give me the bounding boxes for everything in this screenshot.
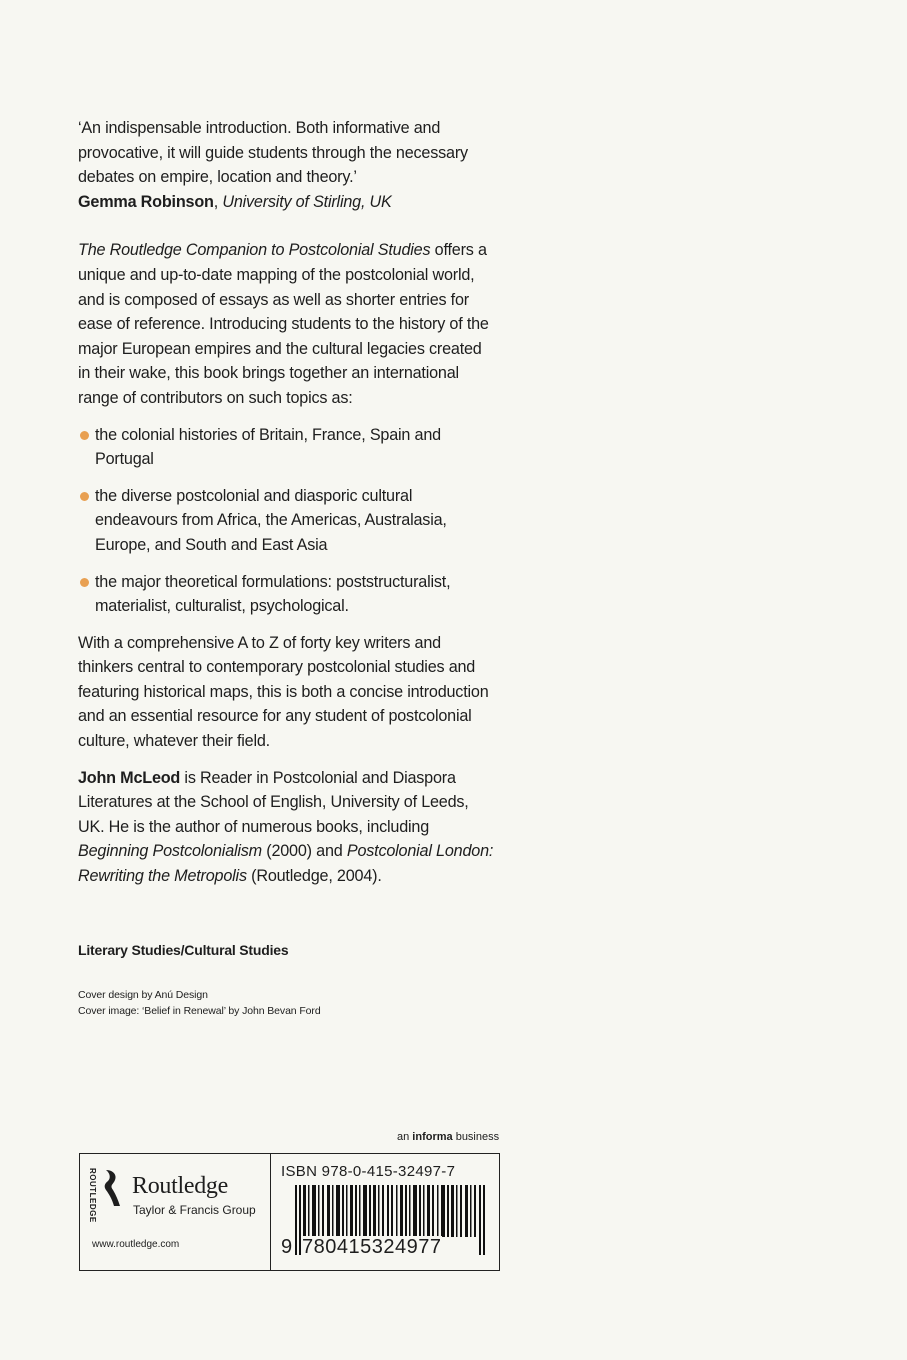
publisher-vertical-label: ROUTLEDGE (88, 1168, 97, 1223)
quote-affiliation: University of Stirling, UK (222, 192, 392, 211)
list-item: the major theoretical formulations: poststructuralist, materialist, culturalist, psychological. (78, 570, 498, 619)
publisher-barcode-box (79, 1153, 500, 1271)
bullet-dot-icon (80, 492, 89, 501)
informa-tagline: an informa business (397, 1131, 500, 1143)
review-quote: ‘An indispensable introduction. Both informative and provocative, it will guide students through the necessary debates on empire, location and theory.’ Gemma Robinson, University of Stirling, UK (78, 119, 468, 211)
routledge-logo-icon (100, 1168, 122, 1208)
informa-brand: informa (412, 1131, 453, 1143)
quote-text: ‘An indispensable introduction. Both informative and provocative, it will guide students through the necessary debates on empire, location and theory.’ (78, 119, 468, 187)
intro-paragraph (78, 238, 498, 410)
intro-text: offers a unique and up-to-date mapping of the postcolonial world, and is composed of essays as well as shorter entries for ease of reference. Introducing students to the history of the major European empires and the cultural legacies created in their wake, this book brings together an international range of contributors on such topics as: (78, 241, 489, 407)
closing-paragraph: With a comprehensive A to Z of forty key writers and thinkers central to contemporary postcolonial studies and featuring historical maps, this is both a concise introduction and an essential resource for any student of postcolonial culture, whatever their field. (78, 633, 489, 751)
cover-credits (78, 987, 321, 1019)
book-postcolonial-london: Postcolonial London: Rewriting the Metropolis (78, 842, 494, 886)
list-item: the colonial histories of Britain, France, Spain and Portugal (78, 423, 498, 472)
barcode-panel: ISBN 978-0-415-32497-7 9 780415324977 (271, 1154, 499, 1270)
cover-image-credit: Cover image: ‘Belief in Renewal’ by John Bevan Ford (78, 1005, 321, 1017)
bullet-dot-icon (80, 578, 89, 587)
publisher-url: www.routledge.com (92, 1239, 180, 1250)
quote-author: Gemma Robinson (78, 192, 214, 211)
publisher-panel (80, 1154, 271, 1270)
list-item: the diverse postcolonial and diasporic cultural endeavours from Africa, the Americas, Australasia, Europe, and South and East Asia (78, 484, 498, 558)
publisher-group: Taylor & Francis Group (133, 1203, 256, 1217)
topic-list (78, 423, 498, 619)
back-cover-text (78, 116, 498, 889)
book-beginning-postcolonialism: Beginning Postcolonialism (78, 842, 262, 861)
isbn-label: ISBN 978-0-415-32497-7 (281, 1163, 456, 1180)
author-bio: John McLeod is Reader in Postcolonial and Diaspora Literatures at the School of English, University of Leeds, UK. He is the author of numerous books, including Beginning Postcolonialism (2000) and Postcolonial London: Rewriting the Metropolis (Routledge, 2004). (78, 768, 494, 886)
cover-design-credit: Cover design by Anú Design (78, 989, 208, 1001)
bullet-dot-icon (80, 431, 89, 440)
publisher-name: Routledge (132, 1173, 228, 1199)
subject-category: Literary Studies/Cultural Studies (78, 942, 289, 958)
book-title: The Routledge Companion to Postcolonial Studies (78, 241, 431, 260)
author-name: John McLeod (78, 768, 181, 787)
